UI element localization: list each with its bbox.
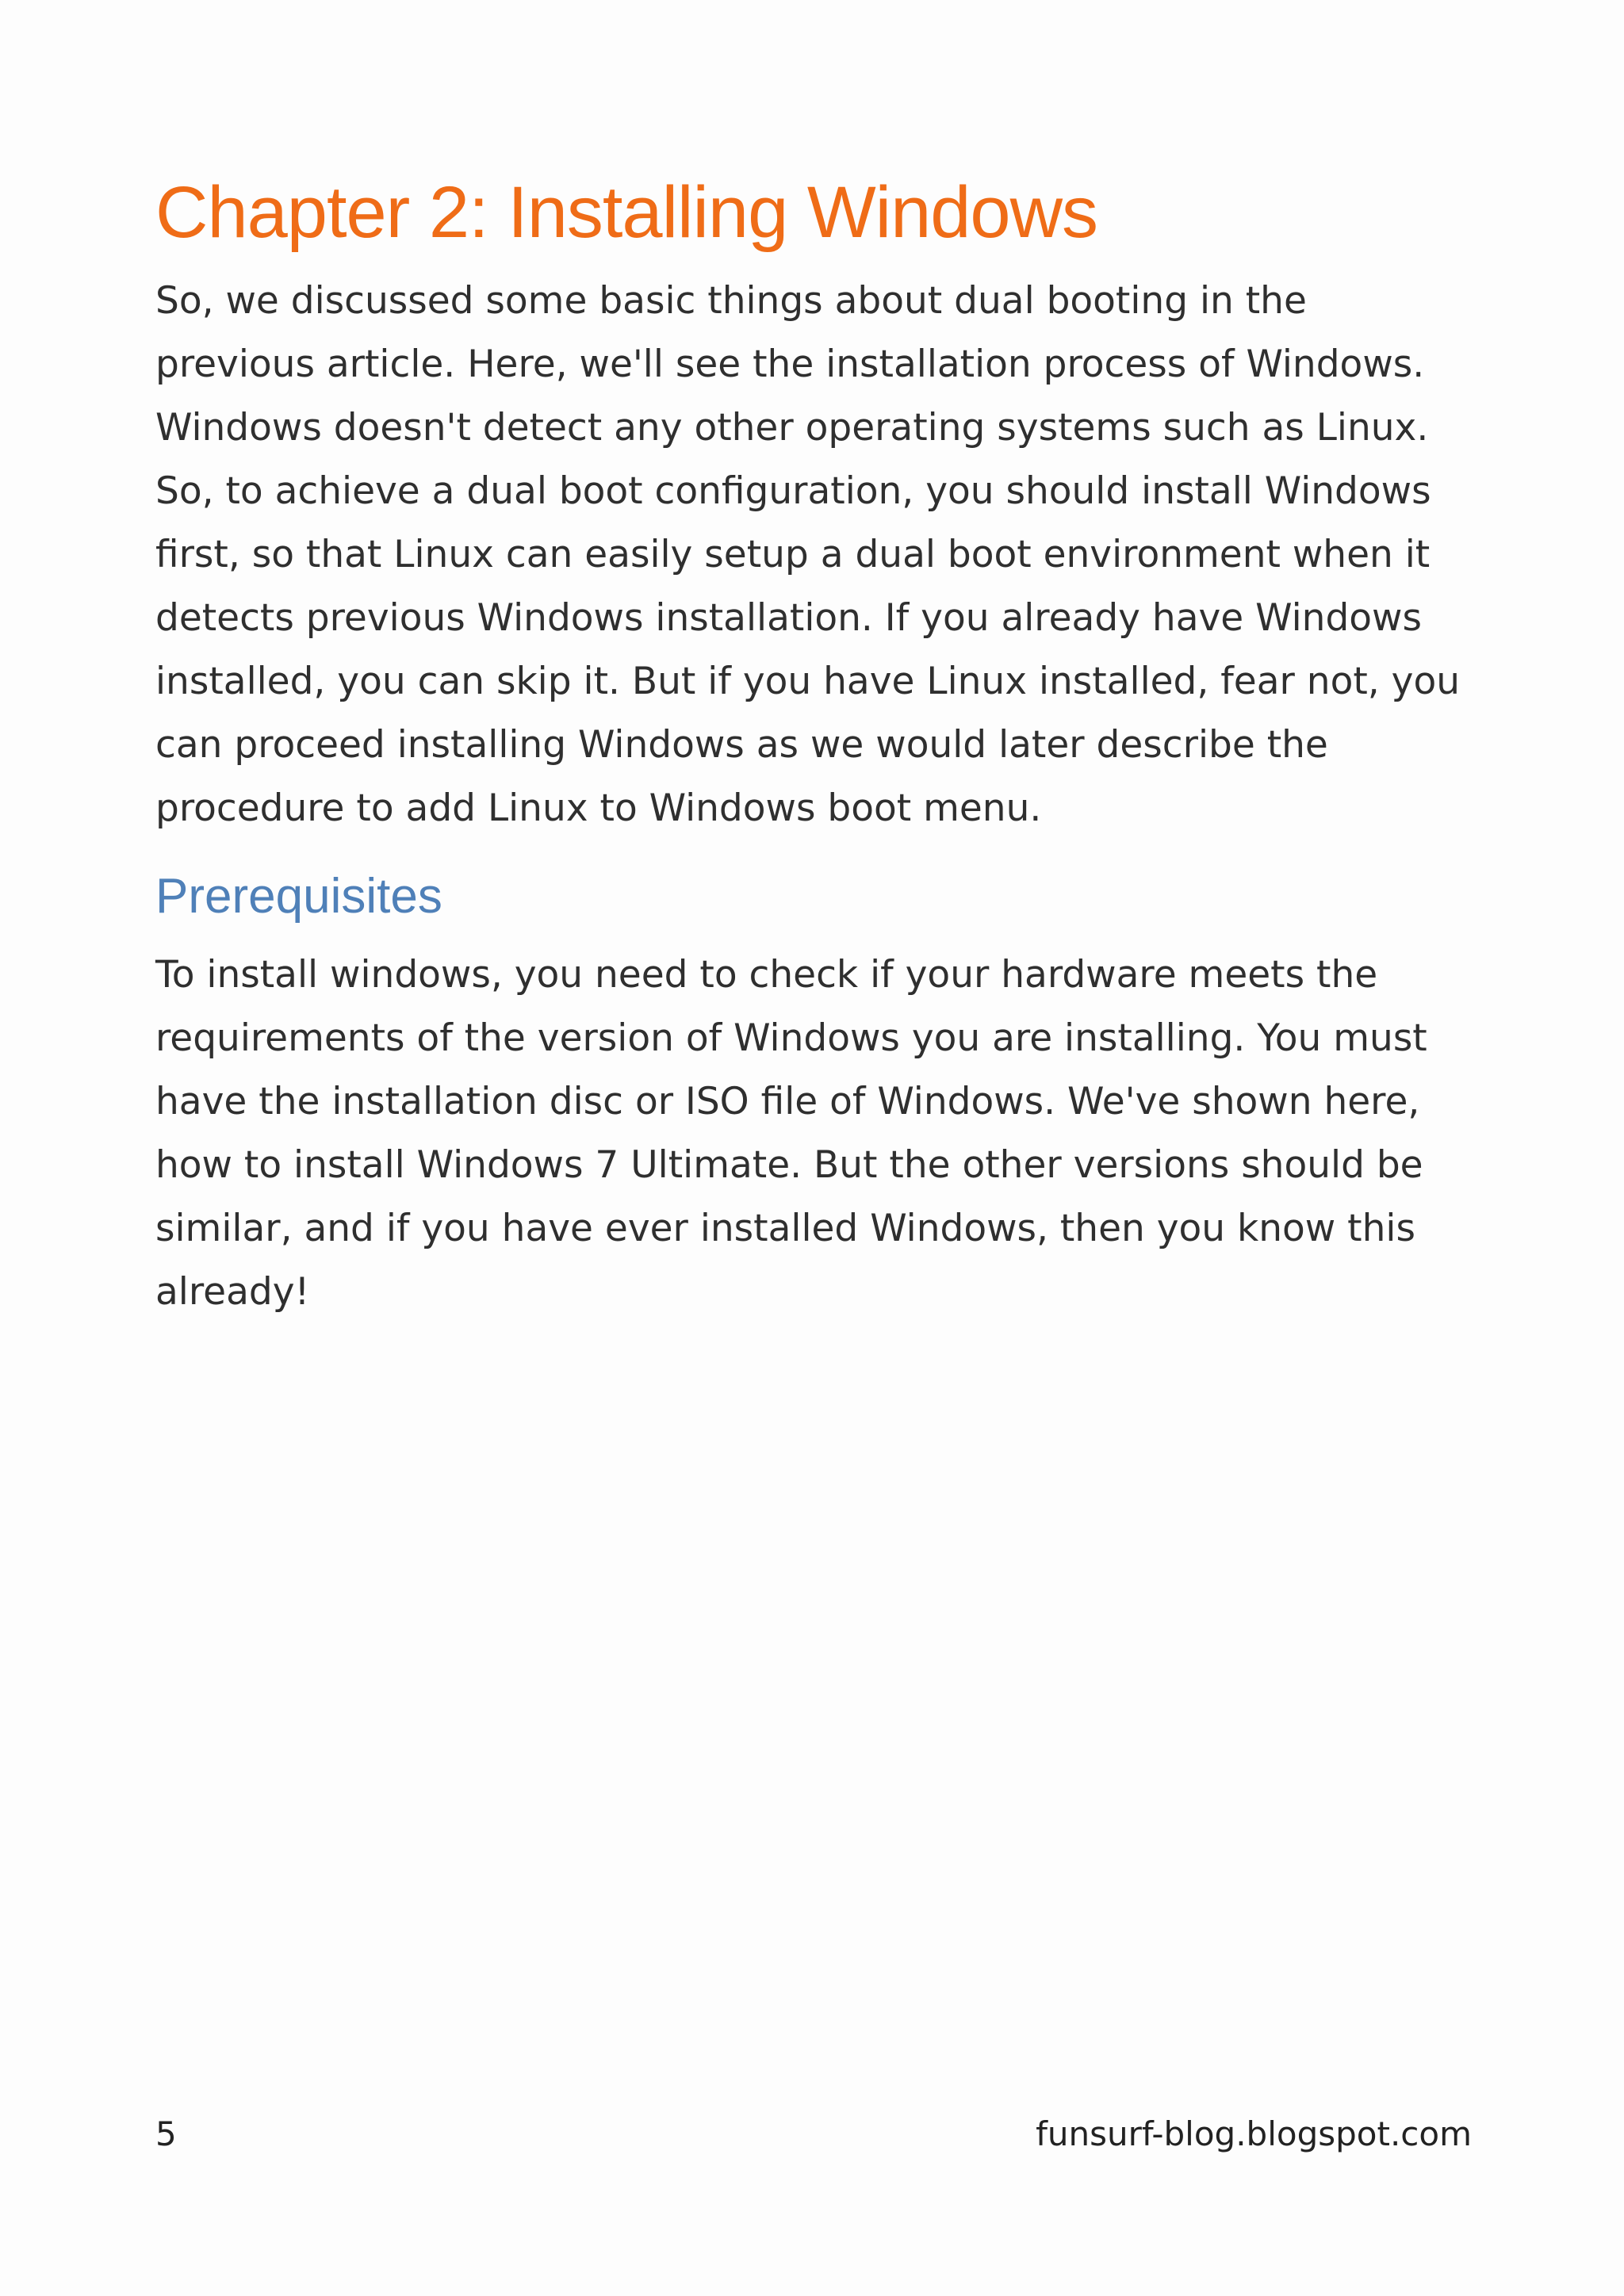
paragraph-line: requirements of the version of Windows you are installing. You must	[155, 1016, 1427, 1060]
intro-paragraph	[155, 270, 1503, 840]
prerequisites-paragraph	[155, 943, 1503, 1324]
paragraph-line: installed, you can skip it. But if you have Linux installed, fear not, you	[155, 660, 1460, 703]
paragraph-line: similar, and if you have ever installed Windows, then you know this	[155, 1207, 1415, 1250]
paragraph-line: have the installation disc or ISO file of Windows. We've shown here,	[155, 1080, 1420, 1123]
paragraph-line: first, so that Linux can easily setup a dual boot environment when it	[155, 533, 1431, 576]
paragraph-line: can proceed installing Windows as we would later describe the	[155, 723, 1328, 767]
paragraph-line: So, we discussed some basic things about dual booting in the	[155, 279, 1307, 323]
paragraph-line: Windows doesn't detect any other operating systems such as Linux.	[155, 406, 1429, 450]
chapter-title: Chapter 2: Installing Windows	[155, 172, 1098, 253]
paragraph-line: detects previous Windows installation. If you already have Windows	[155, 596, 1422, 640]
footer-site-url: funsurf-blog.blogspot.com	[1036, 2114, 1472, 2153]
prerequisites-heading: Prerequisites	[155, 869, 442, 924]
paragraph-line: So, to achieve a dual boot configuration, you should install Windows	[155, 469, 1431, 513]
page-number: 5	[155, 2114, 177, 2153]
paragraph-line: how to install Windows 7 Ultimate. But the other versions should be	[155, 1143, 1423, 1187]
paragraph-line: To install windows, you need to check if your hardware meets the	[155, 953, 1378, 997]
paragraph-line: procedure to add Linux to Windows boot menu.	[155, 786, 1042, 830]
paragraph-line: previous article. Here, we'll see the installation process of Windows.	[155, 342, 1425, 386]
paragraph-line: already!	[155, 1270, 310, 1314]
